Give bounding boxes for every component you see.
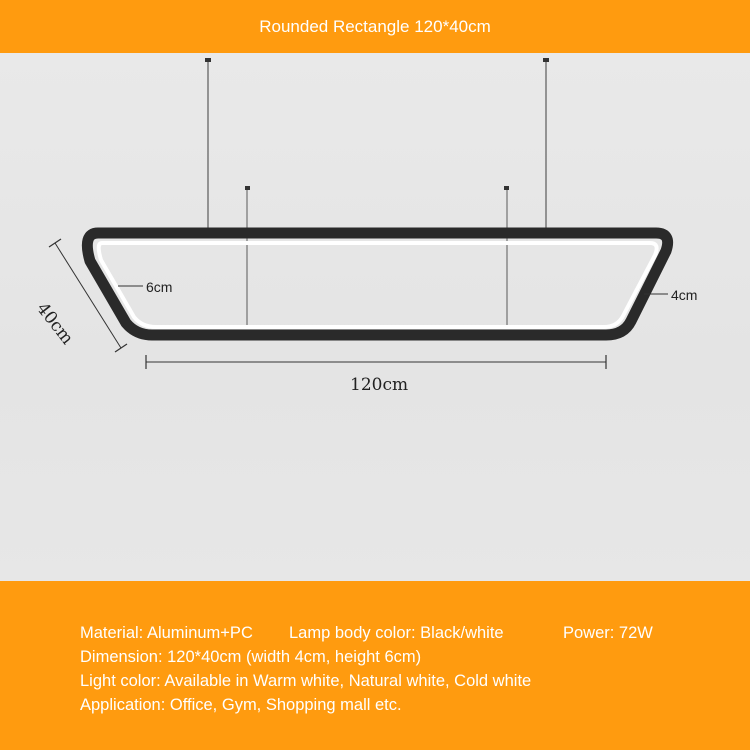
spec-power: Power: 72W xyxy=(563,624,653,642)
lamp-body-outer xyxy=(87,233,667,335)
ceiling-cap-left-inner xyxy=(245,186,250,190)
profile-width-label: 4cm xyxy=(671,287,698,303)
ceiling-cap-left-outer xyxy=(205,58,211,62)
spec-light-color: Light color: Available in Warm white, Natural white, Cold white xyxy=(80,672,532,690)
product-illustration xyxy=(0,53,750,581)
suspension-wires xyxy=(205,58,549,325)
spec-body-color: Lamp body color: Black/white xyxy=(289,624,504,642)
specs-panel xyxy=(0,581,750,750)
dim-40-tick-bottom xyxy=(115,344,127,352)
dimension-lines xyxy=(49,239,668,369)
lamp-drawing xyxy=(0,53,750,581)
spec-row-1 xyxy=(80,624,720,644)
length-label: 120cm xyxy=(350,375,409,395)
product-title: Rounded Rectangle 120*40cm xyxy=(259,16,491,36)
lamp-ring xyxy=(87,233,667,335)
height-label: 6cm xyxy=(146,279,173,295)
title-banner xyxy=(0,0,750,53)
dim-40-tick-top xyxy=(49,239,61,247)
spec-material: Material: Aluminum+PC xyxy=(80,624,253,642)
lamp-led-strip xyxy=(99,243,657,327)
spec-application: Application: Office, Gym, Shopping mall etc. xyxy=(80,696,402,714)
width-label: 40cm xyxy=(32,299,78,349)
ceiling-cap-right-inner xyxy=(504,186,509,190)
spec-dimension: Dimension: 120*40cm (width 4cm, height 6cm) xyxy=(80,648,422,666)
ceiling-cap-right-outer xyxy=(543,58,549,62)
